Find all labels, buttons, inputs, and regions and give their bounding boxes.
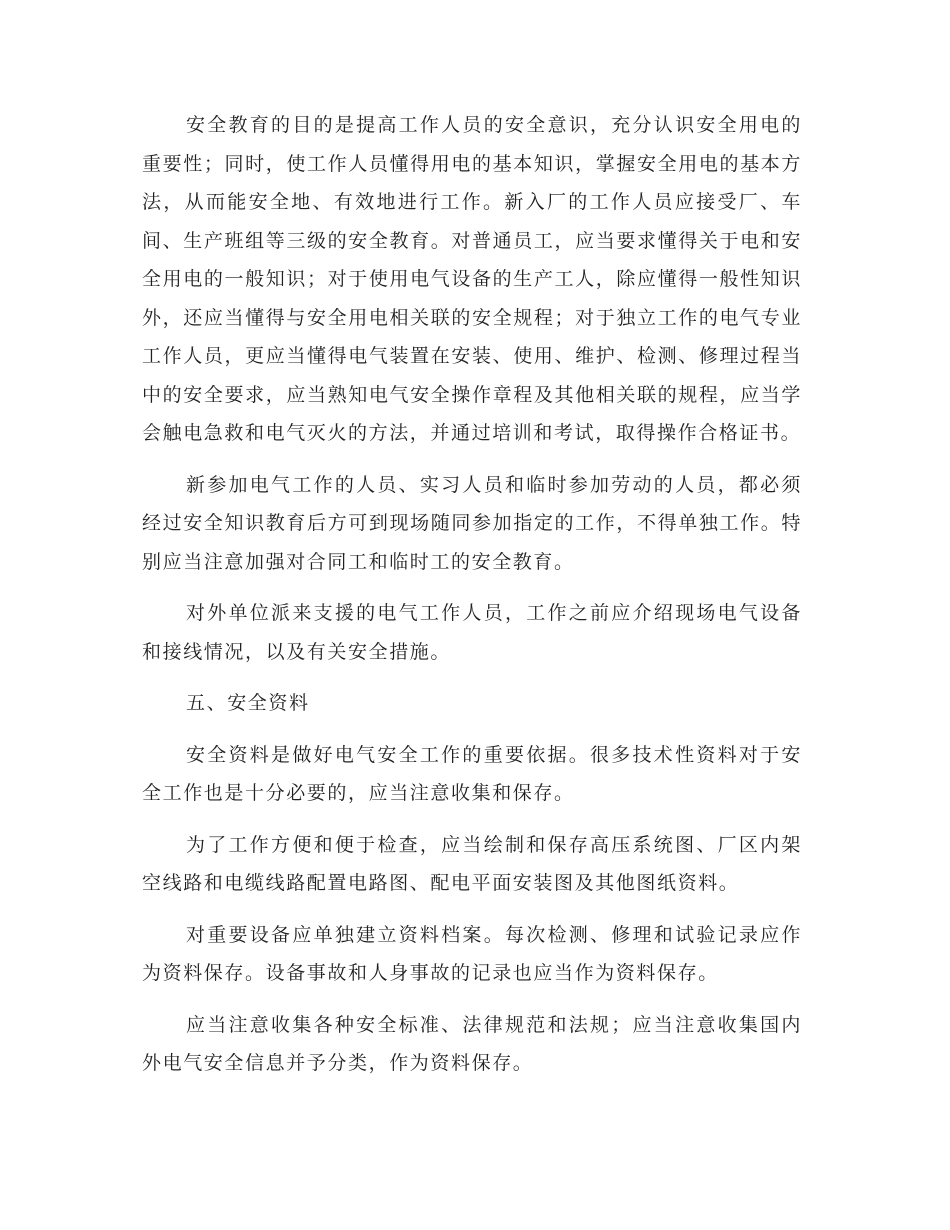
paragraph-equipment-archives: 对重要设备应单独建立资料档案。每次检测、修理和试验记录应作为资料保存。设备事故和人身事故的记录也应当作为资料保存。: [142, 923, 802, 984]
paragraph-new-staff: 新参加电气工作的人员、实习人员和临时参加劳动的人员，都必须经过安全知识教育后方可到现场随同参加指定的工作，不得单独工作。特别应当注意加强对合同工和临时工的安全教育。: [142, 473, 802, 573]
paragraph-safety-education: 安全教育的目的是提高工作人员的安全意识，充分认识安全用电的重要性；同时，使工作人员懂得用电的基本知识，掌握安全用电的基本方法，从而能安全地、有效地进行工作。新入厂的工作人员应接受厂、车间、生产班组等三级的安全教育。对普通员工，应当要求懂得关于电和安全用电的一般知识；对于使用电气设备的生产工人，除应懂得一般性知识外，还应当懂得与安全用电相关联的安全规程；对于独立工作的电气专业工作人员，更应当懂得电气装置在安装、使用、维护、检测、修理过程当中的安全要求，应当熟知电气安全操作章程及其他相关联的规程，应当学会触电急救和电气灭火的方法，并通过培训和考试，取得操作合格证书。: [142, 114, 802, 444]
section-heading-safety-records: 五、安全资料: [186, 692, 310, 714]
paragraph-standards-collection: 应当注意收集各种安全标准、法律规范和法规；应当注意收集国内外电气安全信息并予分类，作为资料保存。: [142, 1013, 802, 1074]
paragraph-records-importance: 安全资料是做好电气安全工作的重要依据。很多技术性资料对于安全工作也是十分必要的，应当注意收集和保存。: [142, 743, 802, 804]
paragraph-drawings: 为了工作方便和便于检查，应当绘制和保存高压系统图、厂区内架空线路和电缆线路配置电路图、配电平面安装图及其他图纸资料。: [142, 833, 802, 894]
document-page: [142, 106, 802, 1096]
paragraph-external-staff: 对外单位派来支援的电气工作人员，工作之前应介绍现场电气设备和接线情况，以及有关安全措施。: [142, 602, 802, 663]
